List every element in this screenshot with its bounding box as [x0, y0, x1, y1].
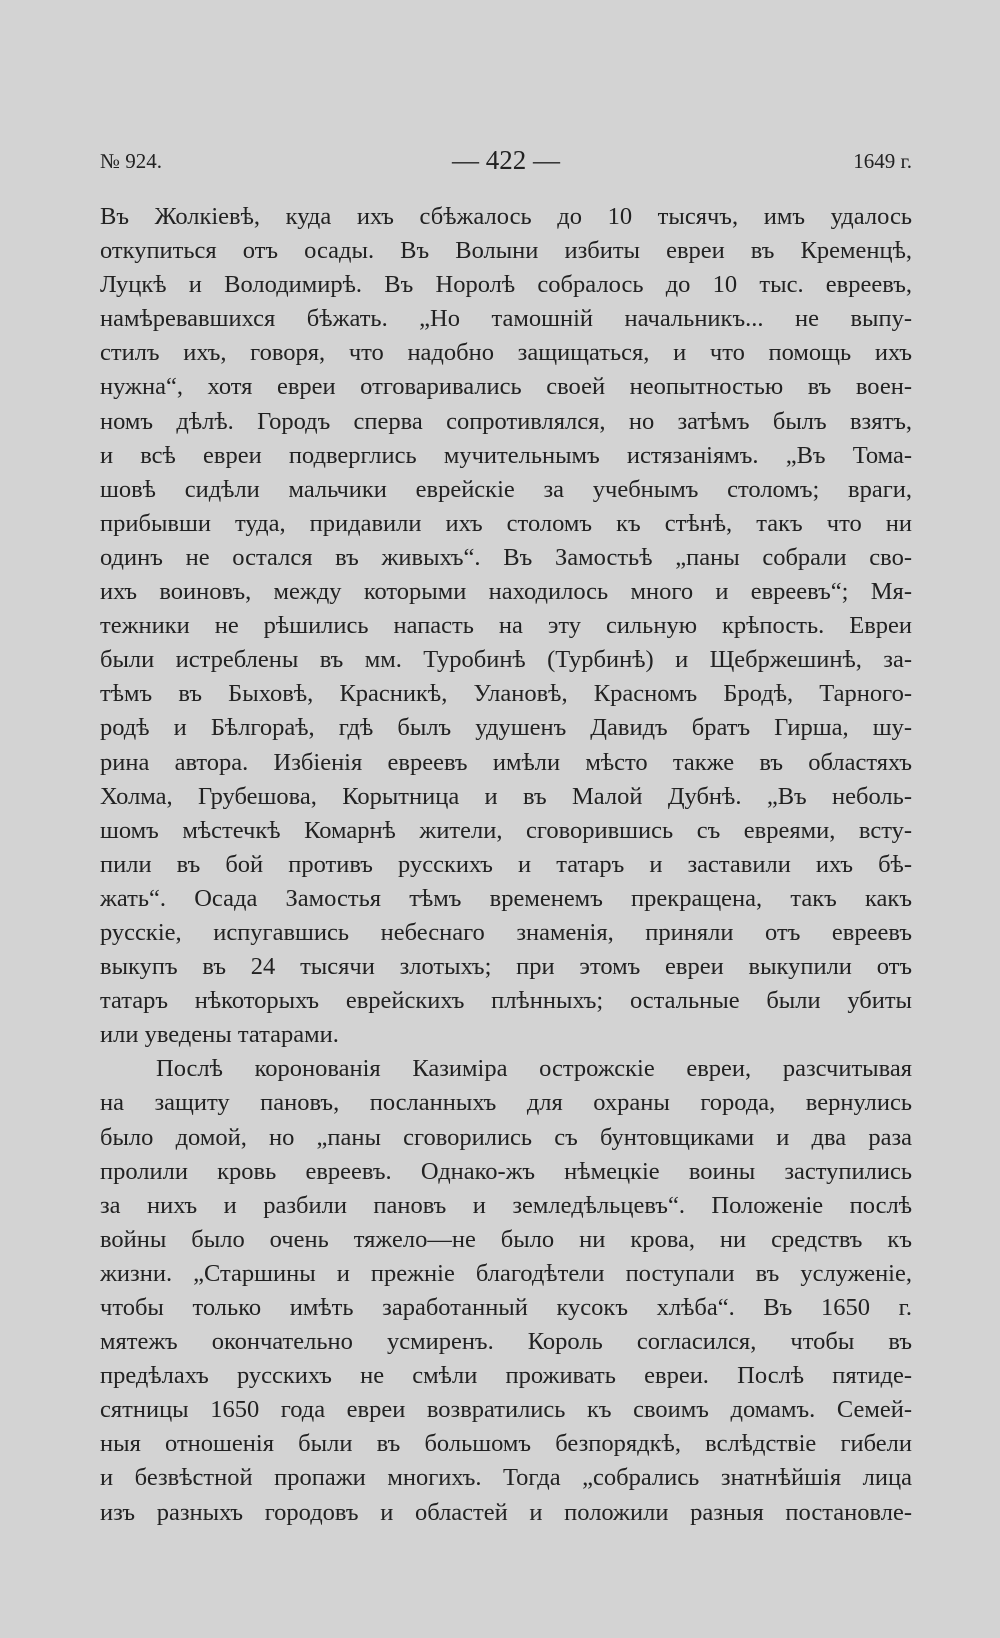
page-header [100, 145, 912, 179]
text-line: тежники не рѣшились напасть на эту сильную крѣпость. Евреи [100, 612, 912, 640]
text-line: стилъ ихъ, говоря, что надобно защищаться, и что помощь ихъ [100, 339, 912, 367]
text-line: было домой, но „паны сговорились съ бунтовщиками и два раза [100, 1123, 912, 1151]
text-line: тѣмъ въ Быховѣ, Красникѣ, Улановѣ, Красномъ Бродѣ, Тарного- [100, 680, 912, 708]
text-line: родѣ и Бѣлгораѣ, гдѣ былъ удушенъ Давидъ братъ Гирша, шу- [100, 714, 912, 742]
text-line: Въ Жолкіевѣ, куда ихъ сбѣжалось до 10 тысячъ, имъ удалось [100, 203, 912, 230]
text-line: войны было очень тяжело—не было ни крова, ни средствъ къ [100, 1225, 912, 1253]
text-line: сятницы 1650 года евреи возвратились къ своимъ домамъ. Семей- [100, 1396, 912, 1424]
text-line: мятежъ окончательно усмиренъ. Король согласился, чтобы въ [100, 1328, 912, 1356]
text-line: или уведены татарами. [100, 1021, 339, 1049]
text-line: выкупъ въ 24 тысячи злотыхъ; при этомъ евреи выкупили отъ [100, 953, 912, 981]
text-line: татаръ нѣкоторыхъ еврейскихъ плѣнныхъ; остальные были убиты [100, 987, 912, 1015]
text-line: за нихъ и разбили пановъ и земледѣльцевъ“. Положеніе послѣ [100, 1191, 912, 1219]
document-number: № 924. [100, 149, 163, 173]
text-line: Холма, Грубешова, Корытница и въ Малой Дубнѣ. „Въ неболь- [100, 782, 912, 810]
text-line: и всѣ евреи подверглись мучительнымъ истязаніямъ. „Въ Тома- [100, 441, 912, 469]
text-line: жать“. Осада Замостья тѣмъ временемъ прекращена, такъ какъ [100, 884, 912, 912]
text-line: были истреблены въ мм. Туробинѣ (Турбинѣ) и Щебржешинѣ, за- [100, 646, 912, 674]
text-line: русскіе, испугавшись небеснаго знаменія, приняли отъ евреевъ [100, 918, 912, 946]
text-line: предѣлахъ русскихъ не смѣли проживать евреи. Послѣ пятиде- [100, 1362, 912, 1390]
text-line: чтобы только имѣть заработанный кусокъ хлѣба“. Въ 1650 г. [100, 1294, 912, 1321]
text-line: намѣревавшихся бѣжать. „Но тамошній начальникъ... не выпу- [100, 305, 912, 333]
paragraph-1 [100, 200, 912, 1052]
text-line: нужна“, хотя евреи отговаривались своей неопытностью въ воен- [100, 373, 912, 401]
text-line: номъ дѣлѣ. Городъ сперва сопротивлялся, но затѣмъ былъ взятъ, [100, 407, 912, 435]
page-number: — 422 — [452, 145, 560, 175]
text-line: ихъ воиновъ, между которыми находилось много и евреевъ“; Мя- [100, 578, 912, 606]
text-line: Луцкѣ и Володимирѣ. Въ Норолѣ собралось до 10 тыс. евреевъ, [100, 271, 912, 299]
text-line: шовѣ сидѣли мальчики еврейскіе за учебнымъ столомъ; враги, [100, 475, 912, 503]
text-line: пили въ бой противъ русскихъ и татаръ и заставили ихъ бѣ- [100, 850, 912, 878]
text-line: жизни. „Старшины и прежніе благодѣтели поступали въ услуженіе, [100, 1259, 912, 1287]
text-line: рина автора. Избіенія евреевъ имѣли мѣсто также въ областяхъ [100, 748, 912, 776]
text-line: шомъ мѣстечкѣ Комарнѣ жители, сговорившись съ евреями, всту- [100, 816, 912, 844]
text-line: и безвѣстной пропажи многихъ. Тогда „собрались знатнѣйшія лица [100, 1464, 912, 1492]
text-line: ныя отношенія были въ большомъ безпорядкѣ, вслѣдствіе гибели [100, 1430, 912, 1458]
text-line: изъ разныхъ городовъ и областей и положили разныя постановле- [100, 1498, 912, 1526]
paragraph-2 [100, 1052, 912, 1529]
text-line: откупиться отъ осады. Въ Волыни избиты евреи въ Кременцѣ, [100, 237, 912, 265]
year-label: 1649 г. [853, 149, 912, 173]
body-text [100, 200, 912, 1530]
text-line: прибывши туда, придавили ихъ столомъ къ стѣнѣ, такъ что ни [100, 509, 912, 537]
text-line: одинъ не остался въ живыхъ“. Въ Замостьѣ „паны собрали сво- [100, 543, 912, 571]
text-line: на защиту пановъ, посланныхъ для охраны города, вернулись [100, 1089, 912, 1117]
text-line: пролили кровь евреевъ. Однако-жъ нѣмецкіе воины заступились [100, 1157, 912, 1185]
text-line: Послѣ коронованія Казиміра острожскіе евреи, разсчитывая [156, 1055, 912, 1083]
